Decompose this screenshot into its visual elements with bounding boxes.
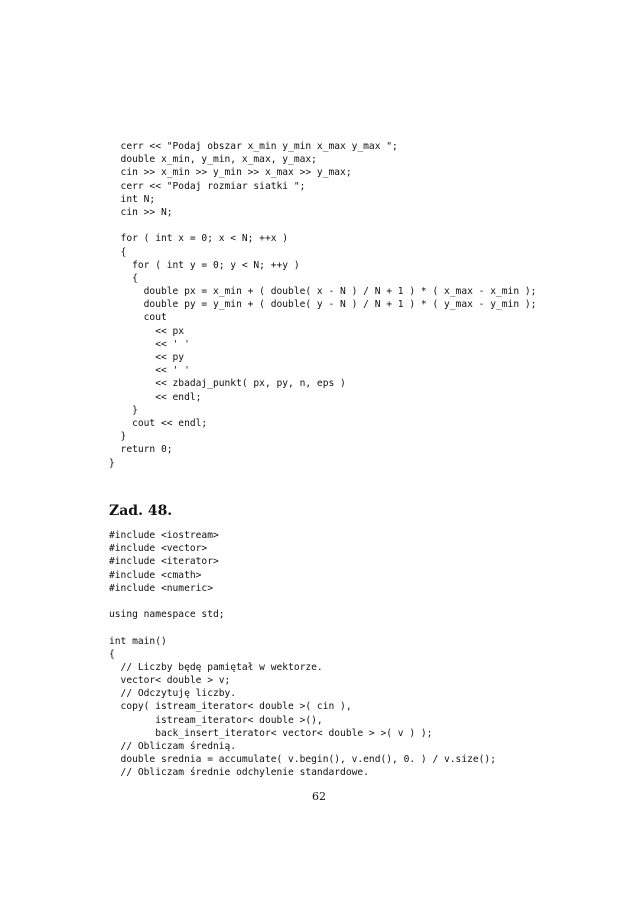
- code-line: // Obliczam średnią.: [109, 741, 237, 752]
- code-line: int N;: [109, 193, 156, 205]
- code-line: << py: [109, 352, 185, 363]
- code-line: // Odczytuję liczby.: [109, 688, 237, 700]
- code-line: [109, 595, 496, 608]
- code-line: // Obliczam średnie odchylenie standardowe.: [109, 767, 369, 779]
- code-line: cout: [109, 312, 167, 324]
- code-line: [109, 219, 536, 232]
- code-line: for ( int x = 0; x < N; ++x ): [109, 233, 289, 245]
- page-number: 62: [312, 790, 326, 803]
- code-line: << zbadaj_punkt( px, py, n, eps ): [109, 378, 346, 390]
- code-line: int main(): [109, 635, 167, 647]
- exercise-heading: Zad. 48.: [109, 503, 173, 519]
- code-listing-top: [109, 140, 536, 470]
- code-line: << ' ': [109, 338, 190, 350]
- code-line: #include <cmath>: [109, 569, 202, 581]
- code-line: }: [109, 431, 127, 443]
- code-line: [109, 621, 496, 634]
- code-line: << endl;: [109, 391, 202, 403]
- code-line: double py = y_min + ( double( y - N ) / N + 1 ) * ( y_max - y_min );: [109, 299, 537, 311]
- code-line: double srednia = accumulate( v.begin(), v.end(), 0. ) / v.size();: [109, 754, 496, 766]
- code-line: // Liczby będę pamiętał w wektorze.: [109, 661, 323, 673]
- code-listing-bottom: [109, 529, 496, 780]
- code-line: #include <vector>: [109, 543, 208, 555]
- code-line: cin >> x_min >> y_min >> x_max >> y_max;: [109, 167, 352, 179]
- code-line: }: [109, 457, 115, 469]
- code-line: cin >> N;: [109, 206, 173, 218]
- code-line: {: [109, 648, 115, 660]
- code-line: return 0;: [109, 444, 173, 456]
- code-line: #include <iostream>: [109, 530, 219, 541]
- code-line: double px = x_min + ( double( x - N ) / N + 1 ) * ( x_max - x_min );: [109, 286, 537, 298]
- code-line: vector< double > v;: [109, 675, 231, 687]
- code-line: using namespace std;: [109, 609, 225, 621]
- code-line: cerr << "Podaj obszar x_min y_min x_max y_max ";: [109, 141, 398, 152]
- code-line: #include <iterator>: [109, 556, 219, 568]
- code-line: << ' ': [109, 365, 190, 377]
- code-line: << px: [109, 325, 185, 337]
- code-line: cout << endl;: [109, 417, 208, 429]
- code-line: double x_min, y_min, x_max, y_max;: [109, 154, 317, 166]
- code-line: copy( istream_iterator< double >( cin ),: [109, 701, 352, 713]
- code-line: istream_iterator< double >(),: [109, 714, 323, 726]
- code-line: {: [109, 246, 127, 258]
- code-line: back_insert_iterator< vector< double > >( v ) );: [109, 727, 433, 739]
- code-line: for ( int y = 0; y < N; ++y ): [109, 259, 300, 271]
- code-line: cerr << "Podaj rozmiar siatki ";: [109, 180, 306, 192]
- code-line: }: [109, 404, 138, 416]
- code-line: {: [109, 272, 138, 284]
- code-line: #include <numeric>: [109, 582, 213, 594]
